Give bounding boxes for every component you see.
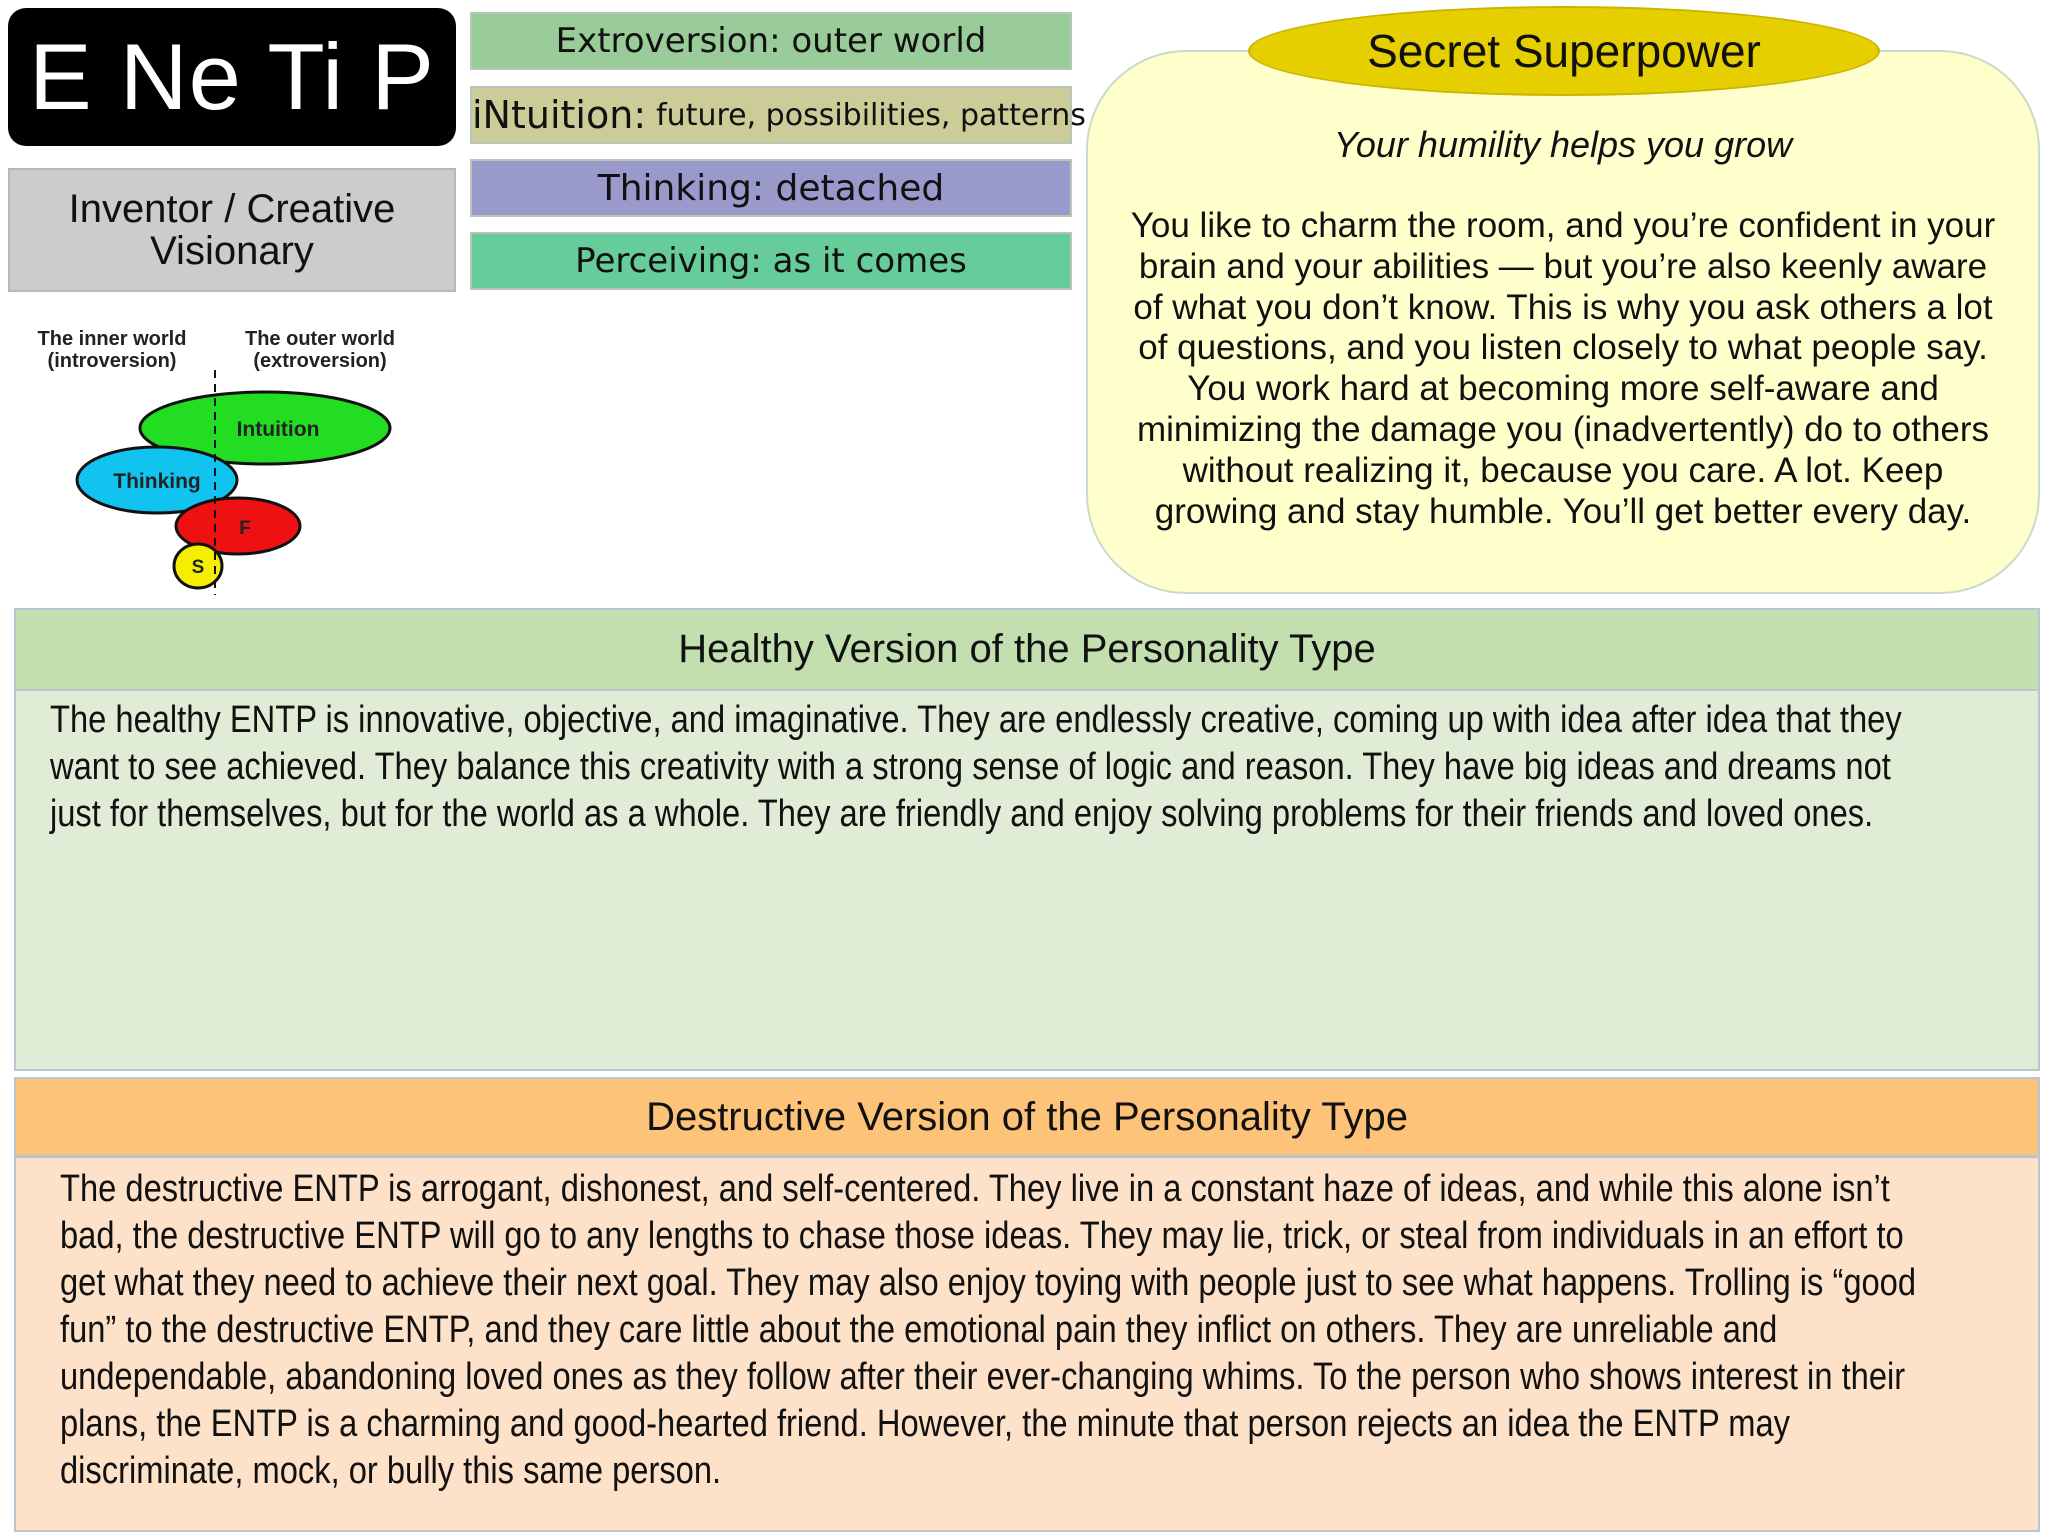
type-code-title: E Ne Ti P <box>8 8 456 146</box>
superpower-line: You like to charm the room, and you’re confident in your <box>1130 206 1996 245</box>
thinking-label: Thinking <box>113 470 201 493</box>
preference-intuition-label: iNtuition: <box>472 93 647 137</box>
destructive-section-text <box>60 1166 2047 1495</box>
preference-intuition-detail: future, possibilities, patterns <box>656 97 1086 133</box>
destructive-line: plans, the ENTP is a charming and good-hearted friend. However, the minute that person rejects an idea the ENTP may <box>60 1403 1790 1445</box>
sensing-label: S <box>191 557 205 578</box>
destructive-line: get what they need to achieve their next goal. They may also enjoy toying with people just to see what happens. Trolling is “good <box>60 1262 1917 1304</box>
outer-world-label-2: (extroversion) <box>253 350 387 372</box>
superpower-line: growing and stay humble. You’ll get better every day. <box>1154 491 1972 531</box>
superpower-title: Secret Superpower <box>1248 6 1880 96</box>
healthy-section-title: Healthy Version of the Personality Type <box>14 608 2040 690</box>
superpower-description <box>1104 206 2022 532</box>
healthy-line: want to see achieved. They balance this creativity with a strong sense of logic and reason. They have big ideas and dreams not <box>50 746 1891 788</box>
preference-perceiving: Perceiving: as it comes <box>470 232 1072 290</box>
healthy-line: just for themselves, but for the world as a whole. They are friendly and enjoy solving problems for their friends and loved ones. <box>50 793 1874 835</box>
superpower-line: You work hard at becoming more self-aware and <box>1187 369 1939 409</box>
inner-world-label-2: (introversion) <box>47 350 177 372</box>
preference-intuition <box>470 86 1086 144</box>
destructive-line: undependable, abandoning loved ones as they follow after their ever-changing whims. To the person who shows interest in their <box>60 1356 1906 1398</box>
healthy-section-text <box>50 697 2037 838</box>
inner-world-label-1: The inner world <box>37 328 187 350</box>
intuition-label: Intuition <box>236 418 320 441</box>
destructive-line: The destructive ENTP is arrogant, dishonest, and self-centered. They live in a constant haze of ideas, and while this alone isn’t <box>60 1168 1890 1210</box>
preference-thinking: Thinking: detached <box>470 159 1072 217</box>
cognitive-functions-diagram <box>20 320 420 598</box>
type-nickname: Inventor / Creative Visionary <box>8 168 456 292</box>
destructive-section-title: Destructive Version of the Personality Type <box>14 1077 2040 1157</box>
superpower-line: without realizing it, because you care. A lot. Keep <box>1182 450 1944 490</box>
destructive-line: fun” to the destructive ENTP, and they care little about the emotional pain they inflict on others. They are unreliable and <box>60 1309 1778 1351</box>
healthy-line: The healthy ENTP is innovative, objective, and imaginative. They are endlessly creative, coming up with idea after idea that they <box>50 699 1902 741</box>
superpower-line: of questions, and you listen closely to what people say. <box>1138 328 1988 368</box>
outer-world-label-1: The outer world <box>245 328 395 350</box>
superpower-line: minimizing the damage you (inadvertently) do to others <box>1136 409 1990 449</box>
superpower-line: of what you don’t know. This is why you ask others a lot <box>1133 287 1993 327</box>
destructive-line: bad, the destructive ENTP will go to any lengths to chase those ideas. They may lie, trick, or steal from individuals in an effort to <box>60 1215 1904 1257</box>
destructive-line: discriminate, mock, or bully this same person. <box>60 1450 722 1492</box>
preference-extroversion: Extroversion: outer world <box>470 12 1072 70</box>
superpower-line: brain and your abilities — but you’re also keenly aware <box>1138 246 1988 286</box>
feeling-label: F <box>239 518 251 539</box>
superpower-tagline: Your humility helps you grow <box>1333 124 1793 165</box>
